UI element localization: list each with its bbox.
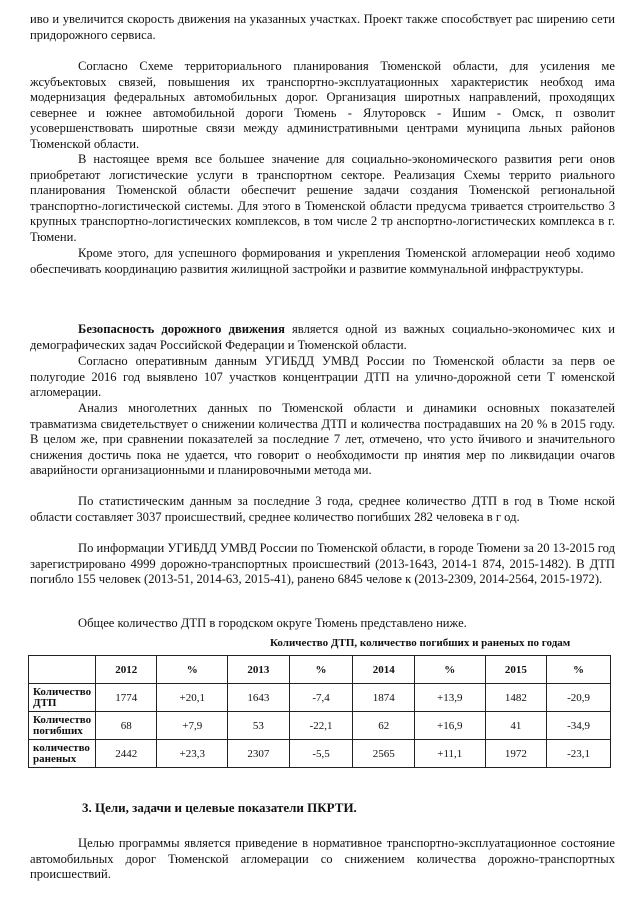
table-row xyxy=(29,740,611,768)
table-cell: 53 xyxy=(228,712,289,740)
table-cell: -20,9 xyxy=(547,684,611,712)
table-cell: +16,9 xyxy=(414,712,485,740)
table-caption: Количество ДТП, количество погибших и раненых по годам xyxy=(270,637,571,649)
table-cell: 2565 xyxy=(353,740,414,768)
table-header-cell: 2014 xyxy=(353,656,414,684)
table-cell: 2442 xyxy=(96,740,157,768)
table-row xyxy=(29,712,611,740)
table-header-cell: % xyxy=(414,656,485,684)
table-cell: 2307 xyxy=(228,740,289,768)
table-cell: 68 xyxy=(96,712,157,740)
table-cell: 1482 xyxy=(485,684,546,712)
paragraph-project: иво и увеличится скорость движения на указанных участках. Проект также способствует рас ширению сети придорожного сервиса. xyxy=(30,12,615,42)
accidents-table xyxy=(28,655,611,768)
table-cell: 1643 xyxy=(228,684,289,712)
table-row-header: Количество ДТП xyxy=(29,684,96,712)
table-cell: -34,9 xyxy=(547,712,611,740)
table-header-cell: 2013 xyxy=(228,656,289,684)
table-header-cell: % xyxy=(289,656,353,684)
table-cell: 1972 xyxy=(485,740,546,768)
road-safety-text: является одной из важных социально-экономичес ких и демографических задач Российской Федерации и Тюменской области. xyxy=(30,322,616,352)
paragraph-statistics: По статистическим данным за последние 3 года, среднее количество ДТП в год в Тюме нской области составляет 3037 происшествий, среднее количество погибших 282 человека в г од. xyxy=(30,494,615,524)
table-header-cell: 2012 xyxy=(96,656,157,684)
table-cell: +7,9 xyxy=(157,712,228,740)
table-cell: 41 xyxy=(485,712,546,740)
road-safety-heading: Безопасность дорожного движения xyxy=(78,322,285,336)
paragraph-territorial-scheme: Согласно Схеме территориального планирования Тюменской области, для усиления ме жсубъектовых связей, повышения их транспортно-эксплуатационных характеристик необход има модернизация федеральных автомобильных дорог. Организация широтных направлений, проходящих севернее и южнее автомобильной дороги Тюмень - Ялуторовск - Ишим - Омск, п озволит усовершенствовать широтные связи между административными центрами муниципа льных районов Тюменской области. xyxy=(30,59,615,151)
table-cell: 62 xyxy=(353,712,414,740)
table-header-cell: % xyxy=(157,656,228,684)
table-row-header: Количество погибших xyxy=(29,712,96,740)
table-cell: -5,5 xyxy=(289,740,353,768)
paragraph-ugibdd-info: По информации УГИБДД УМВД России по Тюменской области, в городе Тюмени за 20 13-2015 год зарегистрировано 4999 дорожно-транспортных происшествий (2013-1643, 2014-1 874, 2015-1482). В ДТП погибло 155 человек (2013-51, 2014-63, 2015-41), ранено 6845 челове к (2013-2309, 2014-2564, 2015-1972). xyxy=(30,541,616,587)
table-cell: +20,1 xyxy=(157,684,228,712)
table-cell: +23,3 xyxy=(157,740,228,768)
table-header-cell: % xyxy=(547,656,611,684)
section-heading: 3. Цели, задачи и целевые показатели ПКРТИ. xyxy=(82,800,357,815)
paragraph-table-intro: Общее количество ДТП в городском округе Тюмень представлено ниже. xyxy=(78,616,467,630)
paragraph-road-safety xyxy=(30,322,615,353)
table-cell: 1774 xyxy=(96,684,157,712)
paragraph-agglomeration: Кроме этого, для успешного формирования и укрепления Тюменской агломерации необ ходимо обеспечивать координацию развития жилищной застройки и развитие коммунальной инфраструктуры. xyxy=(30,246,615,276)
table-cell: -22,1 xyxy=(289,712,353,740)
paragraph-program-goal: Целью программы является приведение в нормативное транспортно-эксплуатационное состояние автомобильных дорог Тюменской агломерации со снижением количества дорожно-транспортных происшествий. xyxy=(30,836,615,882)
table-cell: +11,1 xyxy=(414,740,485,768)
table-cell: +13,9 xyxy=(414,684,485,712)
table-header-cell: 2015 xyxy=(485,656,546,684)
table-header-row xyxy=(29,656,611,684)
table-cell: -23,1 xyxy=(547,740,611,768)
paragraph-logistics: В настоящее время все большее значение для социально-экономического развития реги онов приобретают логистические услуги в транспортном секторе. Реализация Схемы террито риального планирования Тюменской области обеспечит решение задачи создания Тюменской региональной транспортно-логистической системы. Для этого в Тюменской области предусма тривается строительство 3 крупных транспортно-логистических комплексов, в том числе 2 тр анспортно-логистических комплекса в г. Тюмени. xyxy=(30,152,615,244)
table-row-header: количество раненых xyxy=(29,740,96,768)
table-header-cell xyxy=(29,656,96,684)
paragraph-analysis: Анализ многолетних данных по Тюменской области и динамики основных показателей травматизма свидетельствует о снижении количества ДТП и количества пострадавших на 20 % в 2015 году. В целом же, при сравнении показателей за последние 7 лет, отмечено, что усто йчивого и значительного снижения достичь пока не удается, что говорит о необходимости пр инятия мер по ликвидации очагов аварийности организационными и планировочными метода ми. xyxy=(30,401,615,478)
table-cell: 1874 xyxy=(353,684,414,712)
table-row xyxy=(29,684,611,712)
table-cell: -7,4 xyxy=(289,684,353,712)
paragraph-operational-data: Согласно оперативным данным УГИБДД УМВД России по Тюменской области за перв ое полугодие 2016 год выявлено 107 участков концентрации ДТП на улично-дорожной сети Т юменской агломерации. xyxy=(30,354,615,400)
